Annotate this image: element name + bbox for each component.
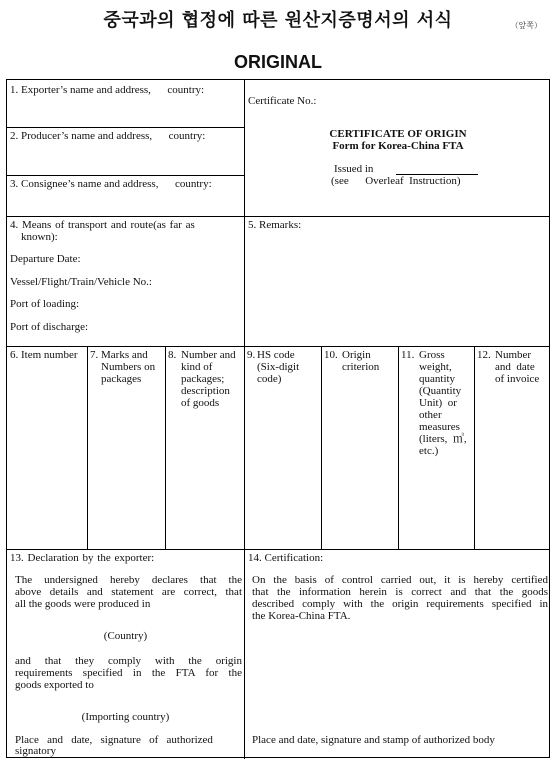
divider-goods [7, 549, 549, 550]
front-side-note: （앞쪽） [510, 21, 542, 30]
certification-line: the Korea-China FTA. [252, 610, 351, 622]
col-weight-text [419, 349, 467, 457]
original-heading: ORIGINAL [234, 52, 322, 72]
column-header-line: Origin [342, 349, 371, 361]
column-header-line: packages [101, 373, 142, 385]
transport-known: known): [21, 231, 58, 243]
col-divider-10 [321, 346, 322, 549]
exporter-field[interactable]: 1. Exporter’s name and address, country: [10, 84, 205, 96]
col-divider-8 [165, 346, 166, 549]
issued-in-label: Issued in [334, 163, 374, 175]
certificate-no-field[interactable]: Certificate No.: [248, 95, 317, 107]
column-header-line: Gross [419, 349, 445, 361]
column-header-line: HS code [257, 349, 295, 361]
col-weight-number: 11. [401, 349, 415, 361]
col-marks-number: 7. [90, 349, 99, 361]
column-header-line: kind of [181, 361, 213, 373]
column-header-line: weight, [419, 361, 452, 373]
vessel-no-field[interactable]: Vessel/Flight/Train/Vehicle No.: [10, 276, 152, 288]
column-header-line: code) [257, 373, 282, 385]
port-of-loading-field[interactable]: Port of loading: [10, 298, 80, 310]
col-origin-number: 10. [324, 349, 338, 361]
country-label: (Country) [103, 630, 148, 642]
declaration-paragraph-2 [15, 655, 242, 691]
col-invoice-number: 12. [477, 349, 491, 361]
certification-line: described comply with the origin requirements specified in [252, 598, 548, 610]
col-divider-7 [87, 346, 88, 549]
overleaf-instruction: (see Overleaf Instruction) [331, 175, 461, 187]
column-header-line: Marks and [101, 349, 148, 361]
certification-line: On the basis of control carried out, it is hereby certified [252, 574, 548, 586]
col-origin-text [342, 349, 379, 373]
column-header-line: description [181, 385, 230, 397]
column-header-line: criterion [342, 361, 380, 373]
certification-heading: 14. Certification: [248, 552, 324, 564]
declaration-line: and that they comply with the origin [15, 655, 242, 667]
declaration-line: The undersigned hereby declares that the [15, 574, 242, 586]
declaration-paragraph-1 [15, 574, 242, 610]
column-header-line: (Six-digit [257, 361, 300, 373]
divider-producer [7, 175, 244, 176]
col-packages-number: 8. [168, 349, 177, 361]
column-header-line: Number and [181, 349, 236, 361]
column-header-line: other [419, 409, 442, 421]
column-header-line: packages; [181, 373, 225, 385]
col-packages-text [181, 349, 236, 409]
column-header-line: of goods [181, 397, 220, 409]
issued-in-blank[interactable] [396, 164, 478, 175]
divider-transport [7, 346, 549, 347]
port-of-discharge-field[interactable]: Port of discharge: [10, 321, 89, 333]
column-header-line: quantity [419, 373, 456, 385]
signatory-label: signatory [15, 745, 56, 757]
center-divider [244, 80, 245, 759]
col-invoice-text [495, 349, 539, 385]
declaration-line: above details and statement are correct, that [15, 586, 242, 598]
declaration-heading: 13. Declaration by the exporter: [10, 552, 155, 564]
column-header-line: and date [495, 361, 535, 373]
certification-text [252, 574, 548, 622]
col-hs-number: 9. [247, 349, 256, 361]
col-marks-text [101, 349, 155, 385]
column-header-line: (liters, ㎥, [419, 433, 467, 445]
col-item-number: 6. Item number [10, 349, 78, 361]
issued-in-line[interactable] [334, 163, 478, 175]
col-divider-11 [398, 346, 399, 549]
producer-field[interactable]: 2. Producer’s name and address, country: [10, 130, 206, 142]
column-header-line: Number [495, 349, 532, 361]
remarks-field[interactable]: 5. Remarks: [248, 219, 302, 231]
col-hs-text [257, 349, 299, 385]
departure-date-field[interactable]: Departure Date: [10, 253, 81, 265]
certificate-form [6, 79, 550, 758]
certificate-title: CERTIFICATE OF ORIGIN [329, 128, 467, 140]
column-header-line: measures [419, 421, 460, 433]
certificate-subtitle: Form for Korea-China FTA [332, 140, 464, 152]
consignee-field[interactable]: 3. Consignee’s name and address, country: [10, 178, 212, 190]
column-header-line: etc.) [419, 445, 439, 457]
declaration-line: all the goods were produced in [15, 598, 151, 610]
divider-top-section [7, 216, 549, 217]
column-header-line: Unit) or [419, 397, 457, 409]
divider-exporter [7, 127, 244, 128]
form-title: 중국과의 협정에 따른 원산지증명서의 서식 [103, 10, 453, 31]
exporter-signature-line[interactable]: Place and date, signature of authorized [15, 734, 213, 746]
column-header-line: of invoice [495, 373, 540, 385]
declaration-line: requirements specified in the FTA for the [15, 667, 242, 679]
certification-signature-line[interactable]: Place and date, signature and stamp of authorized body [252, 734, 495, 746]
col-divider-12 [474, 346, 475, 549]
transport-heading: 4. Means of transport and route(as far as [10, 219, 195, 231]
column-header-line: Numbers on [101, 361, 156, 373]
importing-country-label: (Importing country) [81, 711, 170, 723]
column-header-line: (Quantity [419, 385, 462, 397]
declaration-line: goods exported to [15, 679, 94, 691]
certification-line: that the information herein is correct and that the goods [252, 586, 548, 598]
